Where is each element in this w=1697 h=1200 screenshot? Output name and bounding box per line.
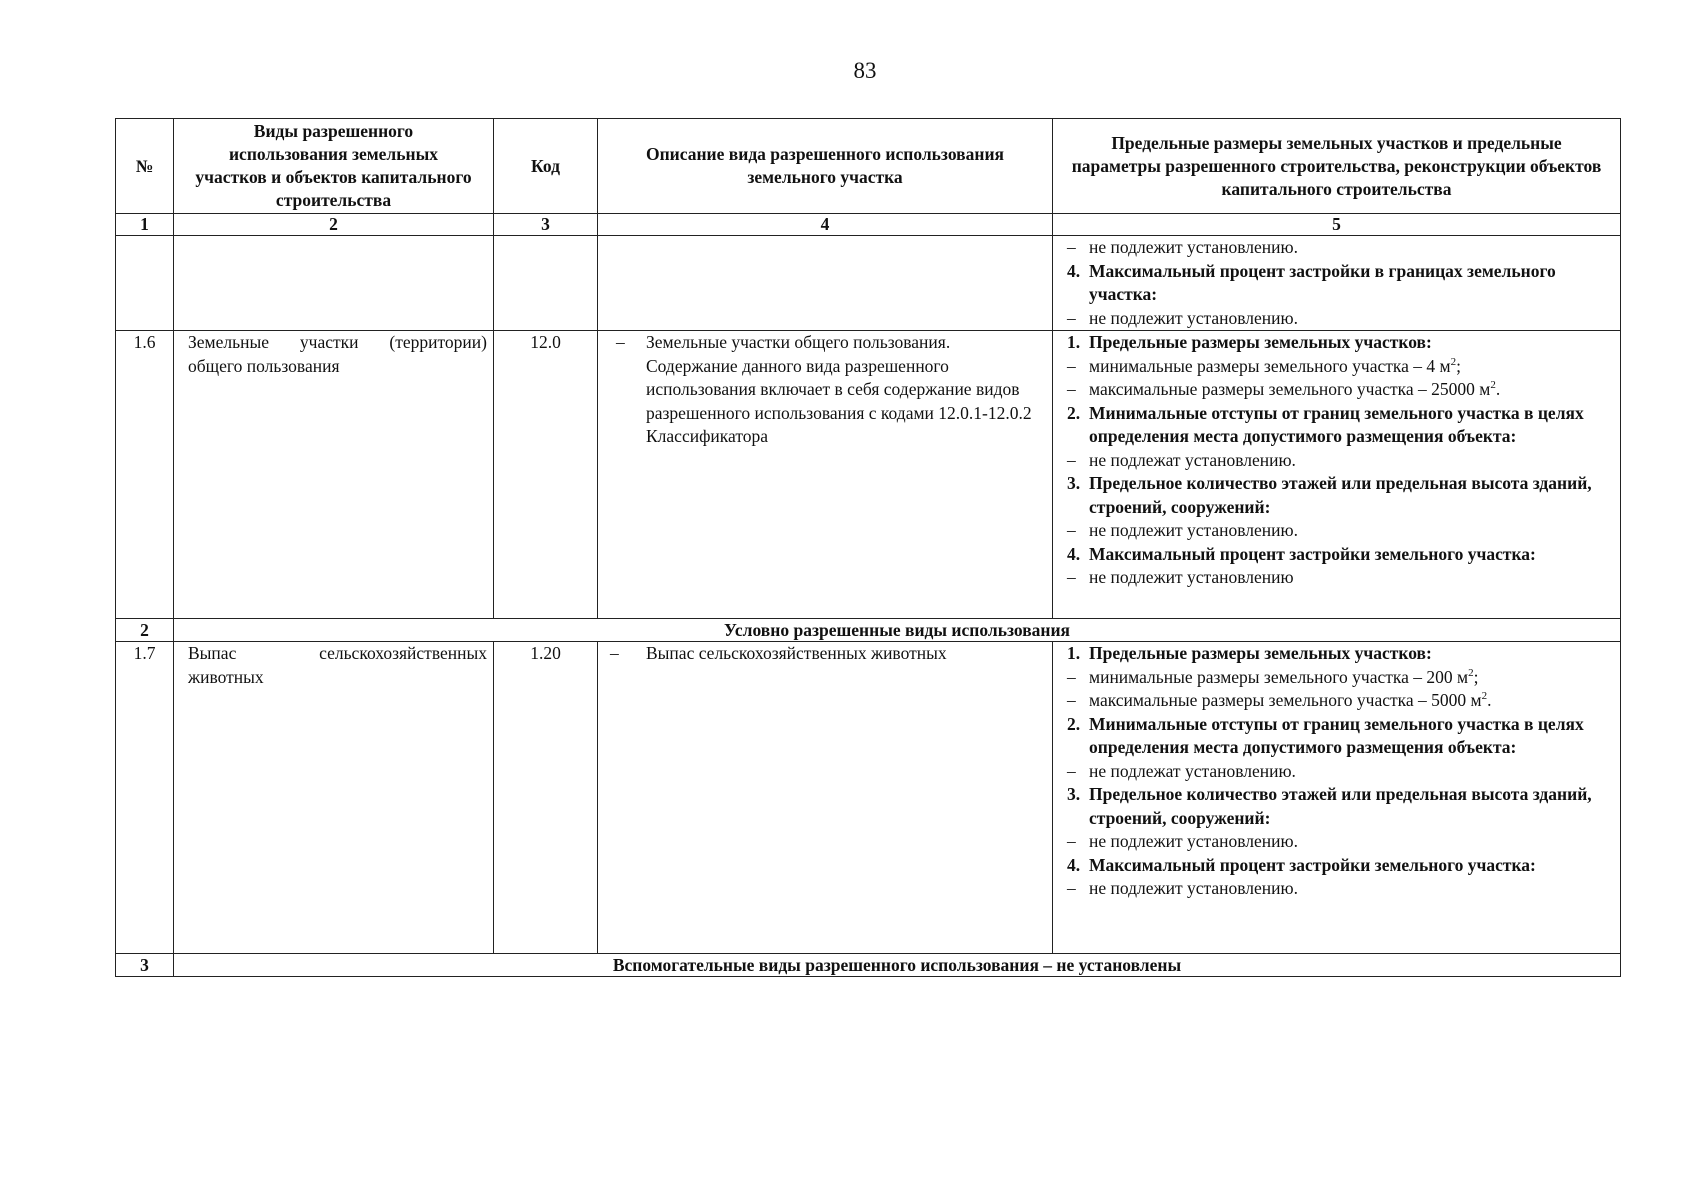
- header-code: Код: [494, 119, 598, 214]
- limits-cell: [1053, 642, 1621, 954]
- limit-text-main: минимальные размеры земельного участка – 4 м: [1089, 355, 1451, 376]
- limit-text-tail: ;: [1456, 355, 1461, 376]
- limit-text: [1089, 449, 1614, 473]
- row-number: 1.7: [116, 642, 174, 954]
- use-type: Выпас сельскохозяйственных животных: [174, 642, 494, 954]
- limit-value: [1059, 519, 1614, 543]
- section-title: Вспомогательные виды разрешенного использования – не установлены: [174, 954, 1621, 977]
- list-marker: 1.: [1067, 643, 1081, 663]
- limit-text-main: Максимальный процент застройки земельного участка:: [1089, 854, 1536, 875]
- limit-text-main: максимальные размеры земельного участка – 5000 м: [1089, 690, 1482, 710]
- limit-heading: [1059, 402, 1614, 449]
- list-marker: 3.: [1067, 473, 1081, 493]
- limit-text-main: не подлежит установлению: [1089, 567, 1294, 587]
- list-marker: –: [1067, 567, 1076, 587]
- list-marker: 1.: [1067, 332, 1081, 352]
- list-marker: –: [1067, 237, 1076, 257]
- limit-text: [1089, 402, 1614, 449]
- limit-text: [1089, 854, 1614, 878]
- section-title: Условно разрешенные виды использования: [174, 619, 1621, 642]
- limit-text-main: не подлежит установлению.: [1089, 878, 1298, 898]
- column-number-row: [116, 214, 1621, 236]
- column-number: 1: [116, 214, 174, 236]
- limits-cell: [1053, 236, 1621, 331]
- limit-text: [1089, 355, 1614, 379]
- list-marker: –: [1067, 666, 1076, 687]
- limit-text-main: максимальные размеры земельного участка – 25000 м: [1089, 379, 1491, 399]
- column-number: 2: [174, 214, 494, 236]
- limit-text-main: не подлежат установлению.: [1089, 760, 1296, 781]
- limit-text-main: не подлежит установлению.: [1089, 237, 1298, 257]
- dash-marker: –: [610, 643, 619, 663]
- cell-empty: [116, 236, 174, 331]
- column-number: 3: [494, 214, 598, 236]
- limit-text-tail: .: [1495, 379, 1501, 399]
- limit-heading: [1059, 783, 1614, 830]
- header-types: Виды разрешенного использования земельных участков и объектов капитального строительства: [174, 119, 494, 214]
- continuation-row: [116, 236, 1621, 331]
- limit-heading: [1059, 472, 1614, 519]
- description-item: [604, 331, 1046, 449]
- section-number: 2: [116, 619, 174, 642]
- use-type: Земельные участки (территории) общего пользования: [174, 331, 494, 619]
- use-description: [598, 331, 1053, 619]
- use-code: 1.20: [494, 642, 598, 954]
- limit-text: [1089, 543, 1614, 567]
- limit-value: [1059, 877, 1614, 901]
- limit-text: [1089, 713, 1614, 760]
- limit-text: [1089, 830, 1614, 854]
- limit-value: [1059, 566, 1614, 590]
- list-marker: 2.: [1067, 402, 1081, 423]
- limit-value: [1059, 378, 1614, 402]
- list-marker: –: [1067, 449, 1076, 470]
- limit-value: [1059, 355, 1614, 379]
- section-row: [116, 619, 1621, 642]
- land-use-table: [115, 118, 1621, 977]
- limit-text-main: не подлежит установлению.: [1089, 307, 1298, 328]
- description-text: Земельные участки общего пользования. Содержание данного вида разрешенного использования включает в себя содержание видов разрешенного использования с кодами 12.0.1-12.0.2 Классификатора: [646, 332, 1032, 446]
- limit-text: [1089, 760, 1614, 784]
- header-row: [116, 119, 1621, 214]
- list-marker: –: [1067, 878, 1076, 898]
- list-marker: –: [1067, 379, 1076, 399]
- limit-text: [1089, 642, 1614, 666]
- unit-superscript: 2: [1490, 379, 1496, 392]
- limit-text: [1089, 236, 1614, 260]
- description-text: Выпас сельскохозяйственных животных: [646, 643, 947, 663]
- limit-text-main: не подлежит установлению.: [1089, 520, 1298, 540]
- unit-superscript: 2: [1468, 666, 1474, 679]
- list-marker: 4.: [1067, 854, 1081, 875]
- limit-text: [1089, 519, 1614, 543]
- limit-text: [1089, 877, 1614, 901]
- limit-text: [1089, 307, 1614, 331]
- limit-text: [1089, 689, 1614, 713]
- list-marker: 4.: [1067, 260, 1081, 281]
- limit-value: [1059, 307, 1614, 331]
- limit-text-main: Максимальный процент застройки в границах земельного участка:: [1089, 260, 1556, 304]
- list-marker: 2.: [1067, 713, 1081, 734]
- use-description: [598, 642, 1053, 954]
- limit-heading: [1059, 543, 1614, 567]
- cell-empty: [598, 236, 1053, 331]
- list-marker: –: [1067, 355, 1076, 376]
- row-number: 1.6: [116, 331, 174, 619]
- limit-text: [1089, 260, 1614, 307]
- list-marker: –: [1067, 760, 1076, 781]
- limit-text: [1089, 783, 1614, 830]
- list-marker: 4.: [1067, 543, 1081, 564]
- limit-heading: [1059, 260, 1614, 307]
- limit-text-main: Предельные размеры земельных участков:: [1089, 332, 1432, 352]
- limit-value: [1059, 236, 1614, 260]
- limit-text-main: Предельное количество этажей или предельная высота зданий, строений, сооружений:: [1089, 784, 1592, 828]
- cell-empty: [174, 236, 494, 331]
- limit-text-tail: ;: [1473, 666, 1479, 687]
- dash-marker: –: [616, 332, 625, 352]
- limit-value: [1059, 449, 1614, 473]
- limit-heading: [1059, 642, 1614, 666]
- unit-superscript: 2: [1450, 355, 1457, 368]
- limit-text-main: минимальные размеры земельного участка – 200 м: [1089, 666, 1469, 687]
- unit-superscript: 2: [1481, 690, 1488, 703]
- limit-text-main: Минимальные отступы от границ земельного участка в целях определения места допустимого размещения объекта:: [1089, 713, 1584, 757]
- header-no: №: [116, 119, 174, 214]
- limits-cell: [1053, 331, 1621, 619]
- column-number: 5: [1053, 214, 1621, 236]
- cell-empty: [494, 236, 598, 331]
- limit-text-main: Минимальные отступы от границ земельного участка в целях определения места допустимого размещения объекта:: [1089, 402, 1584, 446]
- limit-value: [1059, 760, 1614, 784]
- limit-text-main: Предельное количество этажей или предельная высота зданий, строений, сооружений:: [1089, 473, 1592, 517]
- section-number: 3: [116, 954, 174, 977]
- limit-heading: [1059, 854, 1614, 878]
- list-marker: 3.: [1067, 784, 1081, 804]
- limit-text-main: Предельные размеры земельных участков:: [1089, 643, 1432, 663]
- list-marker: –: [1067, 831, 1076, 851]
- limit-text-main: не подлежат установлению.: [1089, 449, 1296, 470]
- list-marker: –: [1067, 690, 1076, 710]
- limit-text-main: не подлежит установлению.: [1089, 831, 1298, 851]
- limit-text: [1089, 566, 1614, 590]
- limit-text-tail: .: [1487, 690, 1492, 710]
- column-number: 4: [598, 214, 1053, 236]
- limit-text-main: Максимальный процент застройки земельного участка:: [1089, 543, 1536, 564]
- table-row: [116, 331, 1621, 619]
- limit-heading: [1059, 713, 1614, 760]
- limit-text: [1089, 666, 1614, 690]
- limit-value: [1059, 666, 1614, 690]
- limit-text: [1089, 472, 1614, 519]
- limit-text: [1089, 378, 1614, 402]
- use-code: 12.0: [494, 331, 598, 619]
- header-description: Описание вида разрешенного использования земельного участка: [598, 119, 1053, 214]
- table-row: [116, 642, 1621, 954]
- description-item: [604, 642, 1046, 666]
- page-number: 83: [853, 58, 877, 83]
- limit-heading: [1059, 331, 1614, 355]
- section-row: [116, 954, 1621, 977]
- header-limits: Предельные размеры земельных участков и предельные параметры разрешенного строительства, реконструкции объектов капитального строительства: [1053, 119, 1621, 214]
- list-marker: –: [1067, 307, 1076, 328]
- limit-value: [1059, 689, 1614, 713]
- limit-value: [1059, 830, 1614, 854]
- limit-text: [1089, 331, 1614, 355]
- list-marker: –: [1067, 520, 1076, 540]
